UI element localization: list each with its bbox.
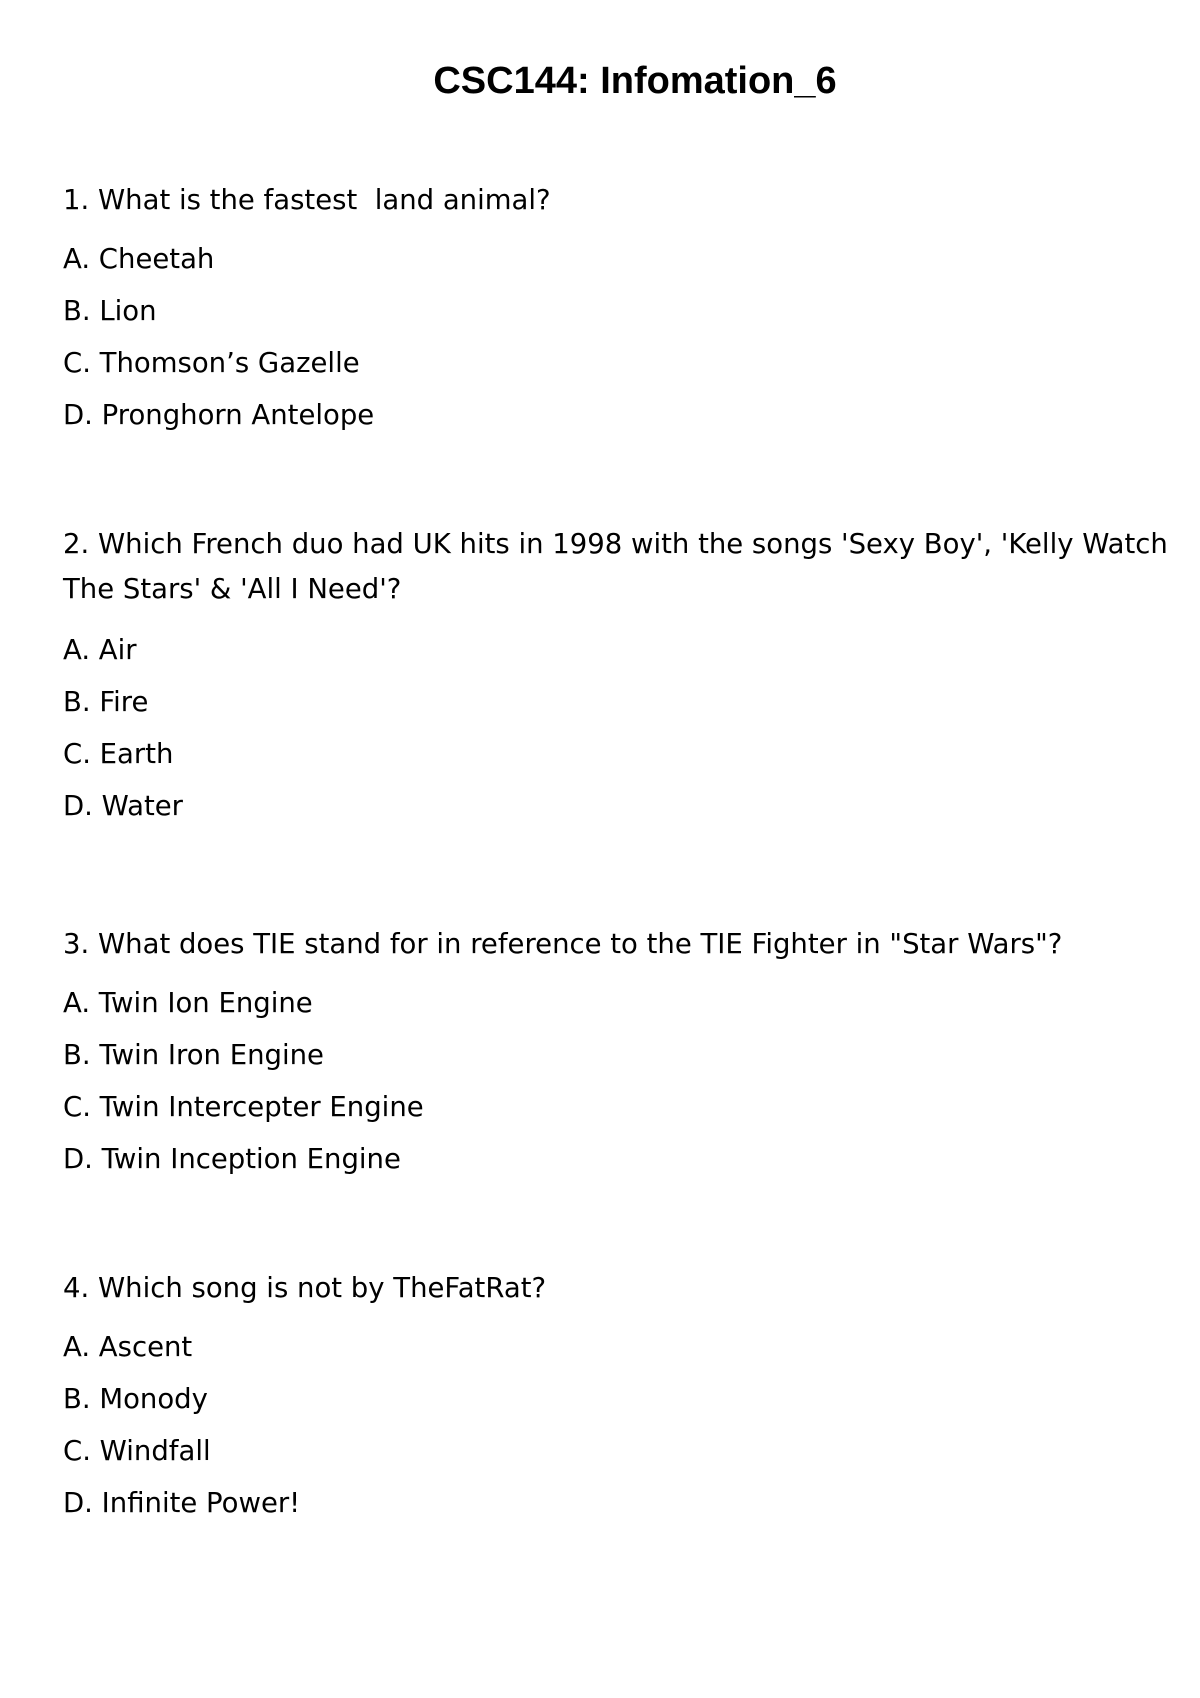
answer-options: [63, 624, 1183, 832]
answer-option-b: B. Fire: [63, 686, 149, 718]
answer-options: [63, 977, 1183, 1185]
answer-option-b: B. Lion: [63, 295, 157, 327]
answer-option-d: D. Pronghorn Antelope: [63, 399, 375, 431]
answer-option-d: D. Water: [63, 790, 183, 822]
question-1: [63, 178, 1183, 441]
question-text: 4. Which song is not by TheFatRat?: [63, 1272, 547, 1304]
answer-options: [63, 1321, 1183, 1529]
answer-option-a: A. Twin Ion Engine: [63, 987, 313, 1019]
question-text: 1. What is the fastest land animal?: [63, 184, 551, 216]
answer-option-b: B. Monody: [63, 1383, 208, 1415]
answer-option-d: D. Twin Inception Engine: [63, 1143, 401, 1175]
question-3: [63, 922, 1183, 1185]
question-text: 3. What does TIE stand for in reference to the TIE Fighter in "Star Wars"?: [63, 928, 1063, 960]
document-title: CSC144: Infomation_6: [433, 60, 837, 102]
answer-option-c: C. Windfall: [63, 1435, 211, 1467]
answer-option-c: C. Thomson’s Gazelle: [63, 347, 360, 379]
question-text: 2. Which French duo had UK hits in 1998 with the songs 'Sexy Boy', 'Kelly Watch The Stars' & 'All I Need'?: [63, 528, 1177, 605]
answer-option-d: D. Infinite Power!: [63, 1487, 301, 1519]
answer-options: [63, 233, 1183, 441]
answer-option-c: C. Earth: [63, 738, 174, 770]
answer-option-a: A. Cheetah: [63, 243, 215, 275]
answer-option-b: B. Twin Iron Engine: [63, 1039, 324, 1071]
question-4: [63, 1266, 1183, 1529]
answer-option-a: A. Ascent: [63, 1331, 193, 1363]
question-2: [63, 522, 1183, 832]
answer-option-c: C. Twin Intercepter Engine: [63, 1091, 424, 1123]
answer-option-a: A. Air: [63, 634, 137, 666]
